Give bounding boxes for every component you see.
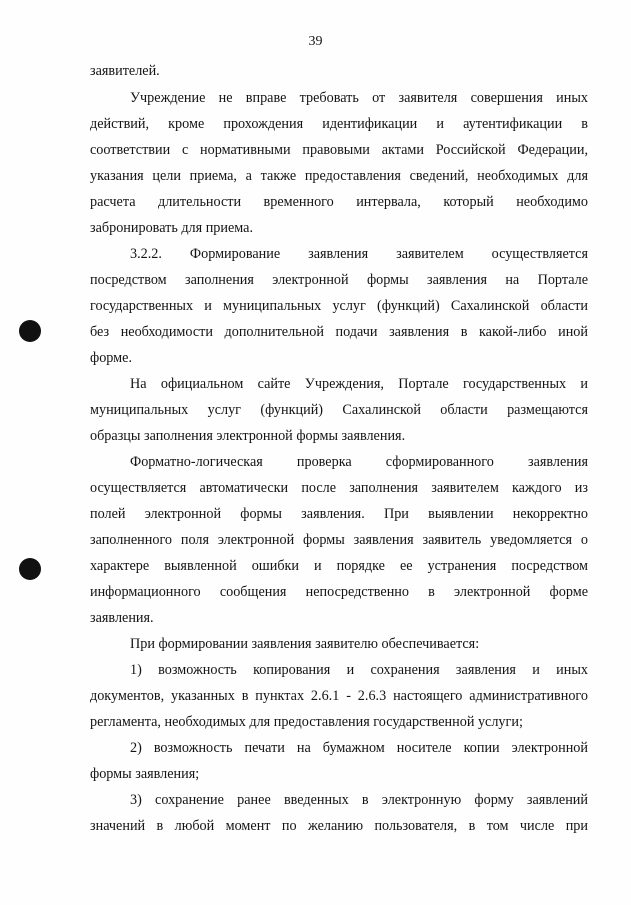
text-line: заполненного поля электронной формы заявления заявитель уведомляется о: [90, 532, 588, 548]
text-line: 3) сохранение ранее введенных в электронную форму заявлений: [130, 792, 588, 808]
text-line: Форматно-логическая проверка сформированного заявления: [130, 454, 588, 470]
text-line: При формировании заявления заявителю обеспечивается:: [130, 636, 480, 652]
page-number: 39: [308, 34, 323, 49]
text-line: Учреждение не вправе требовать от заявителя совершения иных: [130, 90, 588, 106]
punch-hole-bottom: [19, 558, 41, 580]
text-line: забронировать для приема.: [90, 220, 254, 236]
text-line: полей электронной формы заявления. При выявлении некорректно: [90, 506, 588, 522]
punch-hole-top: [19, 320, 41, 342]
text-line: соответствии с нормативными правовыми актами Российской Федерации,: [90, 142, 588, 158]
text-line: муниципальных услуг (функций) Сахалинской области размещаются: [90, 402, 588, 418]
text-line: заявления.: [90, 610, 154, 626]
text-line: государственных и муниципальных услуг (функций) Сахалинской области: [90, 298, 588, 314]
text-line: 1) возможность копирования и сохранения заявления и иных: [130, 662, 588, 678]
text-line: расчета длительности временного интервала, который необходимо: [90, 194, 588, 210]
text-line: 2) возможность печати на бумажном носителе копии электронной: [130, 740, 588, 756]
text-line: указания цели приема, а также предоставления сведений, необходимых для: [90, 168, 588, 184]
text-line: формы заявления;: [90, 766, 200, 782]
text-line: характере выявленной ошибки и порядке ее устранения посредством: [90, 558, 588, 574]
text-line: посредством заполнения электронной формы заявления на Портале: [90, 272, 588, 288]
text-line: регламента, необходимых для предоставления государственной услуги;: [90, 714, 523, 730]
text-line: На официальном сайте Учреждения, Портале государственных и: [130, 376, 588, 392]
text-line: заявителей.: [90, 63, 160, 79]
text-line: образцы заполнения электронной формы заявления.: [90, 428, 406, 444]
text-line: информационного сообщения непосредственно в электронной форме: [90, 584, 588, 600]
text-line: без необходимости дополнительной подачи заявления в какой-либо иной: [90, 324, 588, 340]
text-line: значений в любой момент по желанию пользователя, в том числе при: [90, 818, 588, 834]
text-line: форме.: [90, 350, 132, 366]
text-line: 3.2.2. Формирование заявления заявителем осуществляется: [130, 246, 588, 262]
text-line: осуществляется автоматически после заполнения заявителем каждого из: [90, 480, 588, 496]
text-line: документов, указанных в пунктах 2.6.1 - 2.6.3 настоящего административного: [90, 688, 588, 704]
text-line: действий, кроме прохождения идентификации и аутентификации в: [90, 116, 588, 132]
